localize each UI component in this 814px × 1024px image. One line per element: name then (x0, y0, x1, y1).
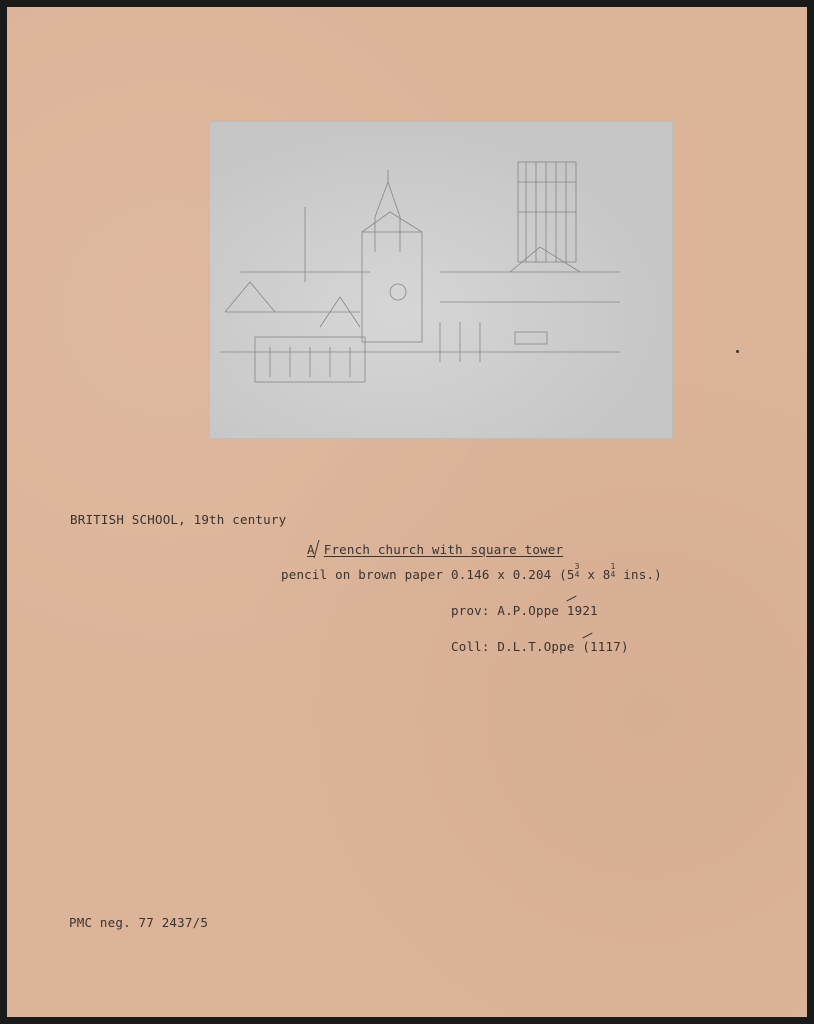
fraction-2-numerator: 1 (610, 562, 616, 571)
title-prefix: A (307, 542, 315, 557)
medium-mid-text: x 8 (579, 567, 611, 582)
mount-sheet (7, 7, 807, 1017)
accent-mark (566, 595, 576, 601)
paper-speck (736, 350, 739, 353)
church-sketch (210, 122, 672, 438)
title-line (307, 540, 563, 558)
drawing-title: French church with square tower (323, 542, 564, 557)
medium-end-text: ins.) (615, 567, 662, 582)
fraction-2-denominator: 4 (610, 570, 616, 579)
drawing-photograph (209, 121, 673, 439)
provenance-line: prov: A.P.Oppe 1921 (451, 603, 598, 618)
artist-line: BRITISH SCHOOL, 19th century (70, 512, 287, 527)
accent-mark (582, 632, 592, 638)
fraction-1-numerator: 3 (574, 562, 580, 571)
medium-text: pencil on brown paper 0.146 x 0.204 (5 (281, 567, 575, 582)
fraction-1-denominator: 4 (574, 570, 580, 579)
negative-number: PMC neg. 77 2437/5 (69, 915, 209, 930)
collection-line: Coll: D.L.T.Oppe (1117) (451, 639, 629, 654)
medium-line (281, 563, 662, 582)
